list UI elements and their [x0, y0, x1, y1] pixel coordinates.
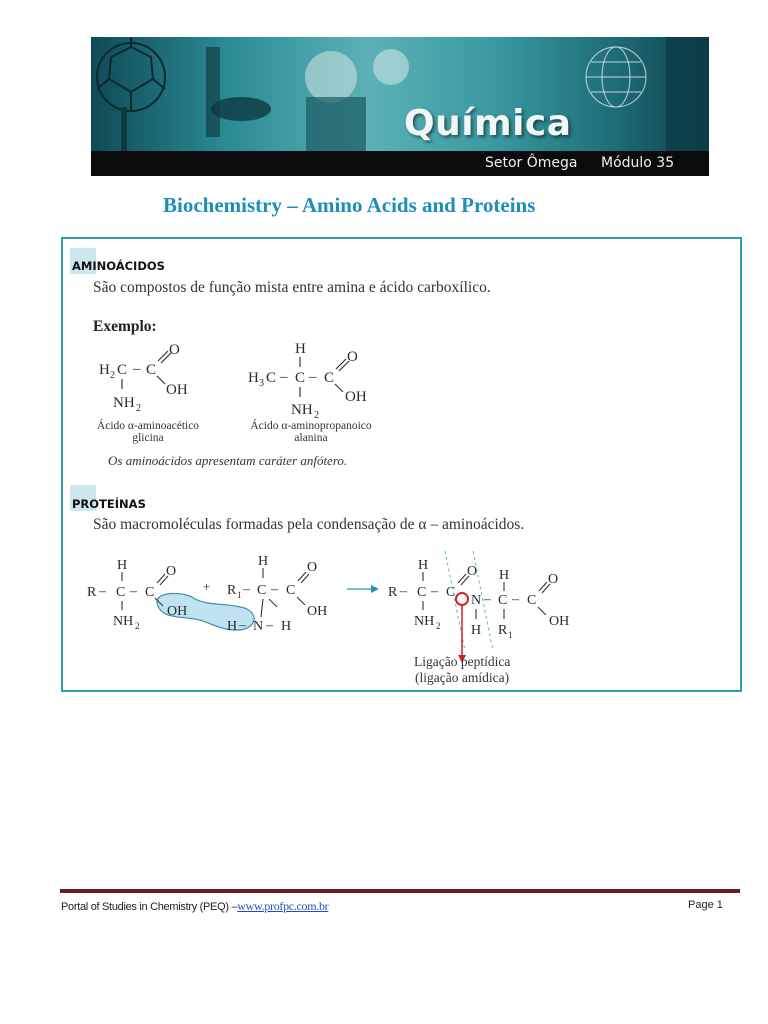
svg-text:H: H	[117, 558, 128, 573]
svg-text:+: +	[203, 579, 211, 594]
svg-text:O: O	[467, 564, 478, 579]
footer-link[interactable]: www.profpc.com.br	[237, 899, 329, 913]
banner-modulo: Módulo 35	[601, 155, 675, 171]
svg-text:–: –	[280, 369, 288, 385]
proteinas-definition: São macromoléculas formadas pela condensação de α – aminoácidos.	[93, 516, 525, 533]
svg-text:N: N	[253, 619, 264, 634]
svg-text:2: 2	[110, 370, 115, 381]
svg-text:H: H	[281, 619, 292, 634]
svg-text:H: H	[471, 623, 482, 638]
svg-text:H: H	[227, 619, 238, 634]
glycine-caption-common: glicina	[132, 432, 164, 444]
footer-portal-text: Portal of Studies in Chemistry (PEQ) –	[61, 901, 238, 913]
amide-bond-label: (ligação amídica)	[415, 670, 510, 685]
footer-rule	[60, 889, 740, 893]
svg-text:NH: NH	[291, 402, 313, 418]
peptide-bond-label: Ligação peptídica	[414, 654, 511, 669]
svg-text:O: O	[347, 349, 358, 365]
svg-text:OH: OH	[345, 389, 367, 405]
content-box	[61, 237, 742, 692]
page-title: Biochemistry – Amino Acids and Proteins	[163, 193, 536, 217]
svg-text:2: 2	[135, 621, 140, 631]
svg-text:O: O	[169, 342, 180, 358]
svg-text:–: –	[130, 584, 137, 599]
svg-text:–: –	[309, 369, 317, 385]
svg-text:C: C	[446, 585, 456, 600]
svg-text:–: –	[271, 582, 278, 597]
glycine-structure	[93, 339, 213, 419]
svg-text:–: –	[239, 618, 246, 633]
svg-text:C: C	[146, 362, 157, 378]
svg-text:–: –	[400, 584, 407, 599]
svg-text:H: H	[499, 568, 510, 583]
svg-text:C: C	[145, 585, 155, 600]
svg-text:C: C	[527, 593, 537, 608]
svg-text:OH: OH	[549, 614, 570, 629]
svg-text:H: H	[248, 370, 259, 386]
svg-text:OH: OH	[167, 604, 188, 619]
svg-text:O: O	[166, 564, 177, 579]
proteinas-heading: PROTEÍNAS	[72, 497, 146, 511]
aminoacidos-definition: São compostos de função mista entre amina e ácido carboxílico.	[93, 279, 491, 296]
svg-text:C: C	[417, 585, 427, 600]
alanine-caption-common: alanina	[294, 432, 328, 444]
svg-text:1: 1	[508, 630, 513, 640]
svg-text:–: –	[512, 592, 519, 607]
svg-text:O: O	[548, 572, 559, 587]
banner-artwork	[91, 37, 709, 151]
svg-text:NH: NH	[113, 614, 134, 629]
svg-text:–: –	[243, 582, 250, 597]
svg-text:OH: OH	[307, 604, 328, 619]
banner-title: Química	[404, 103, 572, 144]
amphoteric-note: Os aminoácidos apresentam caráter anfótero.	[108, 453, 348, 468]
svg-text:C: C	[295, 370, 306, 386]
aminoacidos-heading: AMINOÁCIDOS	[72, 259, 165, 273]
example-label: Exemplo:	[93, 318, 157, 335]
svg-text:2: 2	[136, 403, 141, 414]
svg-text:–: –	[266, 618, 273, 633]
svg-text:2: 2	[314, 410, 319, 421]
header-banner	[91, 37, 709, 176]
svg-text:R: R	[87, 585, 97, 600]
svg-text:H: H	[295, 341, 306, 357]
banner-strip	[91, 151, 709, 176]
svg-text:–: –	[484, 592, 491, 607]
svg-text:–: –	[99, 584, 106, 599]
svg-text:R: R	[227, 583, 237, 598]
svg-text:N: N	[471, 593, 482, 608]
svg-text:C: C	[266, 370, 277, 386]
alanine-caption-name: Ácido α-aminopropanoico	[250, 420, 372, 432]
svg-text:3: 3	[259, 378, 264, 389]
svg-text:–: –	[431, 584, 438, 599]
footer-text	[61, 899, 328, 914]
svg-text:NH: NH	[414, 614, 435, 629]
peptide-reaction-diagram	[85, 551, 605, 691]
glycine-caption-name: Ácido α-aminoacético	[96, 420, 200, 432]
svg-text:H: H	[99, 362, 110, 378]
svg-text:H: H	[258, 554, 269, 569]
svg-text:2: 2	[436, 621, 441, 631]
svg-text:C: C	[286, 583, 296, 598]
svg-text:C: C	[116, 585, 126, 600]
svg-text:C: C	[257, 583, 267, 598]
banner-setor: Setor Ômega	[485, 155, 578, 171]
svg-text:C: C	[117, 362, 128, 378]
svg-text:R: R	[388, 585, 398, 600]
svg-text:OH: OH	[166, 382, 188, 398]
svg-text:R: R	[498, 623, 508, 638]
svg-text:C: C	[498, 593, 508, 608]
page-number: Page 1	[688, 899, 723, 911]
peptide-bond-marker	[456, 593, 468, 605]
svg-text:NH: NH	[113, 395, 135, 411]
svg-text:O: O	[307, 560, 318, 575]
svg-text:C: C	[324, 370, 335, 386]
alanine-structure	[243, 337, 383, 422]
svg-text:H: H	[418, 558, 429, 573]
svg-text:–: –	[133, 361, 141, 377]
svg-text:1: 1	[237, 590, 242, 600]
